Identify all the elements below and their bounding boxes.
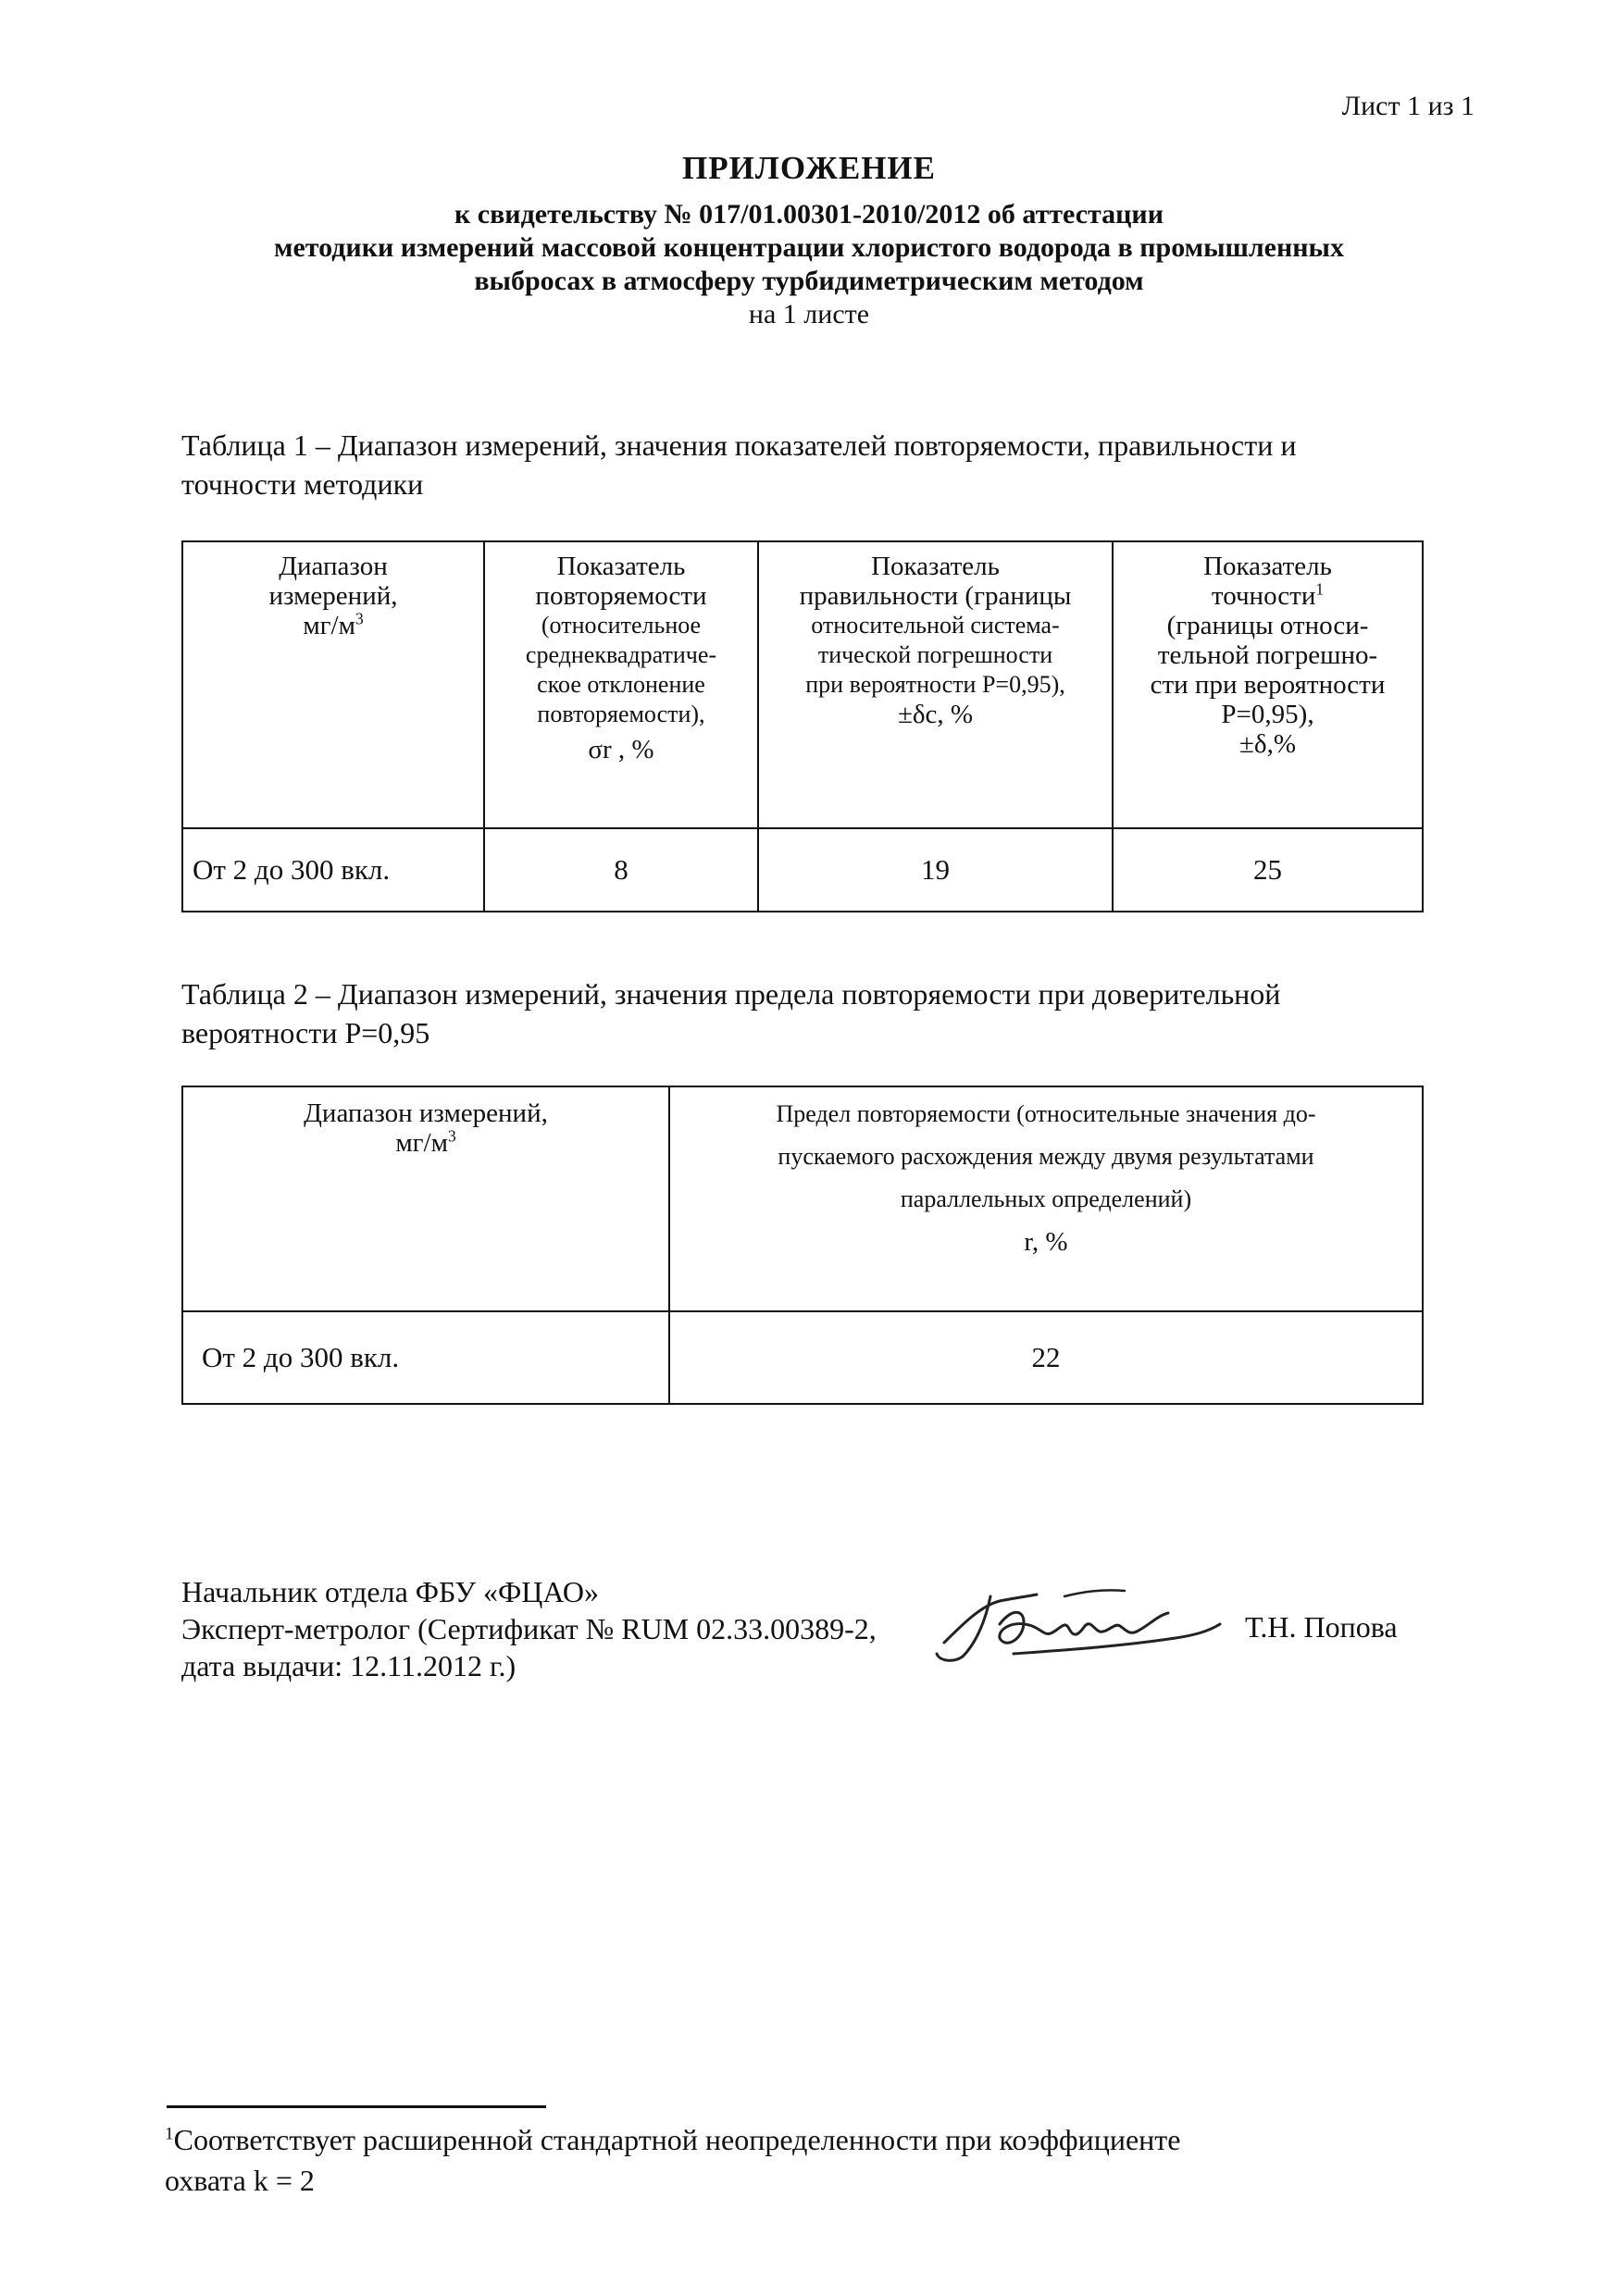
header-text: (относительное	[541, 612, 702, 639]
footnote-line-2: охвата k = 2	[165, 2164, 315, 2197]
table1-caption	[181, 426, 1440, 503]
header-text: тической погрешности	[817, 641, 1053, 668]
table2-cell-range: От 2 до 300 вкл.	[182, 1311, 669, 1404]
heading-line-2: методики измерений массовой концентрации хлористого водорода в промышленных	[274, 232, 1344, 263]
table2-caption-line-2: вероятности Р=0,95	[181, 1016, 430, 1049]
table1-cell-trueness: 19	[758, 828, 1113, 912]
document-heading	[0, 150, 1618, 331]
header-text: Показатель	[1203, 552, 1332, 581]
table2-caption	[181, 974, 1440, 1052]
header-text: среднеквадратиче-	[525, 641, 717, 668]
table2-header-range	[182, 1086, 669, 1311]
signer-position: Начальник отдела ФБУ «ФЦАО»	[181, 1575, 599, 1608]
header-text: ±δ,%	[1239, 729, 1296, 759]
table-row	[182, 1311, 1423, 1404]
header-text: (границы относи-	[1166, 611, 1369, 640]
header-text: измерений,	[268, 581, 398, 611]
heading-line-3: выбросах в атмосферу турбидиметрическим методом	[474, 266, 1144, 296]
table1-cell-repeatability: 8	[484, 828, 758, 912]
footnote-divider	[167, 2105, 546, 2108]
table2-header-repeatability-limit	[669, 1086, 1423, 1311]
table2-caption-line-1: Таблица 2 – Диапазон измерений, значения предела повторяемости при доверительной	[181, 977, 1281, 1011]
unit-superscript: 3	[355, 609, 364, 628]
header-text: при вероятности Р=0,95),	[805, 671, 1065, 698]
header-text: относительной система-	[811, 612, 1060, 639]
signer-name: Т.Н. Попова	[1245, 1610, 1398, 1644]
header-first-line: Предел повторяемости (относительные значения до-	[776, 1100, 1316, 1127]
unit-superscript: 3	[447, 1126, 456, 1146]
header-accuracy-line	[1119, 581, 1416, 611]
header-text: параллельных определений)	[900, 1185, 1192, 1212]
header-text: мг/м	[395, 1128, 448, 1158]
table1-header-row	[182, 541, 1423, 828]
table1-cell-range: От 2 до 300 вкл.	[182, 828, 484, 912]
header-text: r, %	[1024, 1227, 1068, 1257]
table1-header-trueness	[758, 541, 1113, 828]
header-unit	[189, 611, 478, 640]
signer-certificate: Эксперт-метролог (Сертификат № RUM 02.33.00389-2,	[181, 1612, 877, 1645]
header-text: σr , %	[588, 735, 654, 764]
header-text: Диапазон	[279, 552, 388, 581]
header-text: точности	[1211, 581, 1316, 611]
table1-cell-accuracy: 25	[1113, 828, 1423, 912]
footnote-mark: 1	[165, 2124, 174, 2144]
heading-line-1: к свидетельству № 017/01.00301-2010/2012 об аттестации	[454, 199, 1164, 230]
header-text: повторяемости	[535, 581, 707, 611]
header-text: сти при вероятности	[1150, 670, 1386, 700]
header-text: пускаемого расхождения между двумя результатами	[778, 1143, 1314, 1170]
footnote	[165, 2119, 1424, 2201]
handwritten-signature	[926, 1569, 1231, 1680]
header-text: тельной погрешно-	[1157, 640, 1378, 670]
heading-sheets-count: на 1 листе	[748, 299, 870, 329]
table1-header-repeatability	[484, 541, 758, 828]
table-row	[182, 828, 1423, 912]
table1-header-accuracy	[1113, 541, 1423, 828]
header-text: Показатель	[556, 552, 686, 581]
certificate-issue-date: дата выдачи: 12.11.2012 г.)	[181, 1649, 517, 1682]
table2-cell-repeatability-limit: 22	[669, 1311, 1423, 1404]
table1-caption-line-1: Таблица 1 – Диапазон измерений, значения показателей повторяемости, правильности и	[181, 428, 1297, 462]
header-text: Диапазон измерений,	[304, 1098, 548, 1128]
signature-block	[181, 1573, 877, 1684]
footnote-reference: 1	[1315, 579, 1325, 599]
header-text: Р=0,95),	[1221, 700, 1314, 729]
footnote-text: Соответствует расширенной стандартной неопределенности при коэффициенте	[173, 2123, 1181, 2156]
header-text: ское отклонение	[537, 671, 705, 698]
header-text: ±δс, %	[897, 700, 974, 729]
table1-caption-line-2: точности методики	[181, 467, 424, 501]
sheet-number: Лист 1 из 1	[1341, 91, 1475, 121]
table1	[181, 540, 1424, 912]
header-text: повторяемости),	[537, 701, 705, 727]
document-title: ПРИЛОЖЕНИЕ	[681, 150, 936, 186]
footnote-line-1	[165, 2119, 1424, 2160]
header-text: Показатель	[871, 552, 1000, 581]
header-text: мг/м	[303, 611, 355, 640]
table2	[181, 1086, 1424, 1405]
table2-header-row	[182, 1086, 1423, 1311]
table1-header-range	[182, 541, 484, 828]
header-unit	[189, 1128, 663, 1158]
header-text: правильности (границы	[799, 581, 1072, 611]
